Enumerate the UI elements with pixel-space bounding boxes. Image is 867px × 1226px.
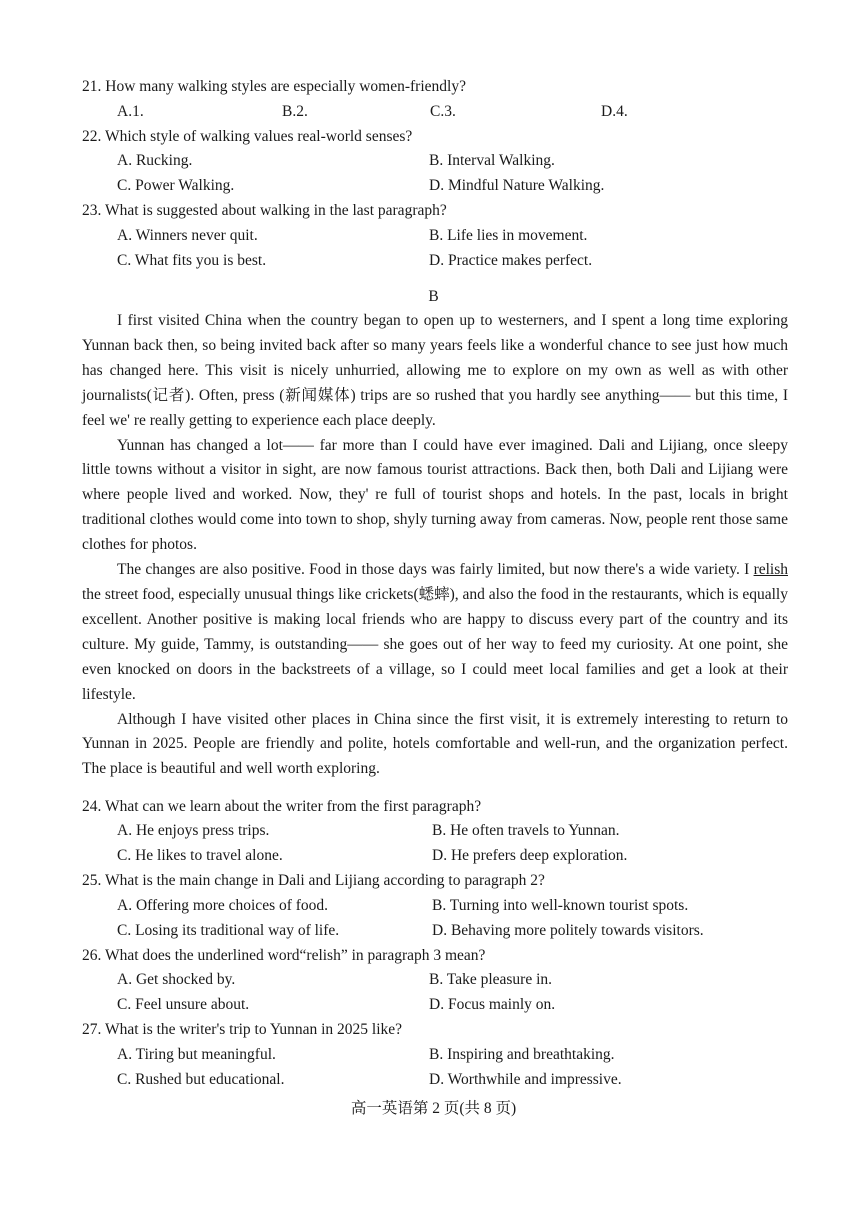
question-21-stem: 21. How many walking styles are especially women-friendly? xyxy=(82,78,466,95)
question-24-option-d: D. He prefers deep exploration. xyxy=(432,847,628,864)
question-25-stem: 25. What is the main change in Dali and Lijiang according to paragraph 2? xyxy=(82,872,545,889)
question-21-option-b: B.2. xyxy=(282,103,308,120)
reading-passage xyxy=(82,309,788,782)
paragraph-3-text-end: the street food, especially unusual things like crickets(蟋蟀), and also the food in the restaurants, which is equally excellent. Another positive is making local friends who are happy to discuss every part of the country and its culture. My guide, Tammy, is outstanding—— she goes out of her way to feed my curiosity. At one point, she even knocked on doors in the backstreets of a village, so I could meet local families and get a look at their lifestyle. xyxy=(82,585,788,703)
question-22-stem: 22. Which style of walking values real-world senses? xyxy=(82,128,413,145)
question-23-option-d: D. Practice makes perfect. xyxy=(429,252,593,269)
underlined-word: relish xyxy=(753,561,788,579)
question-23-option-a: A. Winners never quit. xyxy=(117,227,258,244)
question-22-option-c: C. Power Walking. xyxy=(117,177,235,194)
page-footer: 高一英语第 2 页(共 8 页) xyxy=(350,1100,517,1117)
question-22-option-d: D. Mindful Nature Walking. xyxy=(429,177,605,194)
question-24-option-b: B. He often travels to Yunnan. xyxy=(432,822,620,839)
question-25-option-b: B. Turning into well-known tourist spots. xyxy=(432,897,689,914)
question-23-option-c: C. What fits you is best. xyxy=(117,252,267,269)
question-27-option-c: C. Rushed but educational. xyxy=(117,1071,285,1088)
question-24-option-a: A. He enjoys press trips. xyxy=(117,822,270,839)
question-27-option-d: D. Worthwhile and impressive. xyxy=(429,1071,622,1088)
passage-paragraph-1: I first visited China when the country began to open up to westerners, and I spent a long time exploring Yunnan back then, so being invited back after so many years feels like a wonderful chance to see just how much has changed here. This visit is nicely unhurried, allowing me to explore on my own as well as with other journalists(记者). Often, press (新闻媒体) trips are so rushed that you hardly see anything—— but this time, I feel we' re really getting to experience each place deeply. xyxy=(82,312,788,429)
question-26-option-c: C. Feel unsure about. xyxy=(117,996,250,1013)
question-25-option-d: D. Behaving more politely towards visitors. xyxy=(432,922,704,939)
question-26-stem: 26. What does the underlined word“relish” in paragraph 3 mean? xyxy=(82,947,486,964)
passage-paragraph-2: Yunnan has changed a lot—— far more than I could have ever imagined. Dali and Lijiang, once sleepy little towns without a visitor in sight, are now famous tourist attractions. Back then, both Dali and Lijiang were where people lived and worked. Now, they' re full of tourist shops and hotels. In the past, locals in bright traditional clothes would come into town to shop, shyly turning away from cameras. Now, people rent those same clothes for photos. xyxy=(82,436,788,554)
question-26-option-b: B. Take pleasure in. xyxy=(429,971,553,988)
question-24-stem: 24. What can we learn about the writer from the first paragraph? xyxy=(82,798,482,815)
question-27-option-b: B. Inspiring and breathtaking. xyxy=(429,1046,615,1063)
question-27-stem: 27. What is the writer's trip to Yunnan in 2025 like? xyxy=(82,1021,403,1038)
question-27-option-a: A. Tiring but meaningful. xyxy=(117,1046,276,1063)
question-23-stem: 23. What is suggested about walking in the last paragraph? xyxy=(82,202,447,219)
question-22-option-a: A. Rucking. xyxy=(117,152,193,169)
question-26-option-a: A. Get shocked by. xyxy=(117,971,236,988)
question-26-option-d: D. Focus mainly on. xyxy=(429,996,556,1013)
question-22-option-b: B. Interval Walking. xyxy=(429,152,555,169)
question-21-option-d: D.4. xyxy=(601,103,628,120)
passage-paragraph-3 xyxy=(82,558,788,707)
passage-paragraph-4: Although I have visited other places in China since the first visit, it is extremely interesting to return to Yunnan in 2025. People are friendly and polite, hotels comfortable and well-run, and the organization perfect. The place is beautiful and well worth exploring. xyxy=(82,710,788,778)
question-25-option-c: C. Losing its traditional way of life. xyxy=(117,922,340,939)
paragraph-3-text-start: The changes are also positive. Food in those days was fairly limited, but now there's a wide variety. I xyxy=(117,561,754,579)
question-24-option-c: C. He likes to travel alone. xyxy=(117,847,283,864)
question-21-option-c: C.3. xyxy=(430,103,456,120)
question-23-option-b: B. Life lies in movement. xyxy=(429,227,588,244)
section-heading: B xyxy=(428,288,439,305)
question-25-option-a: A. Offering more choices of food. xyxy=(117,897,329,914)
question-21-option-a: A.1. xyxy=(117,103,144,120)
